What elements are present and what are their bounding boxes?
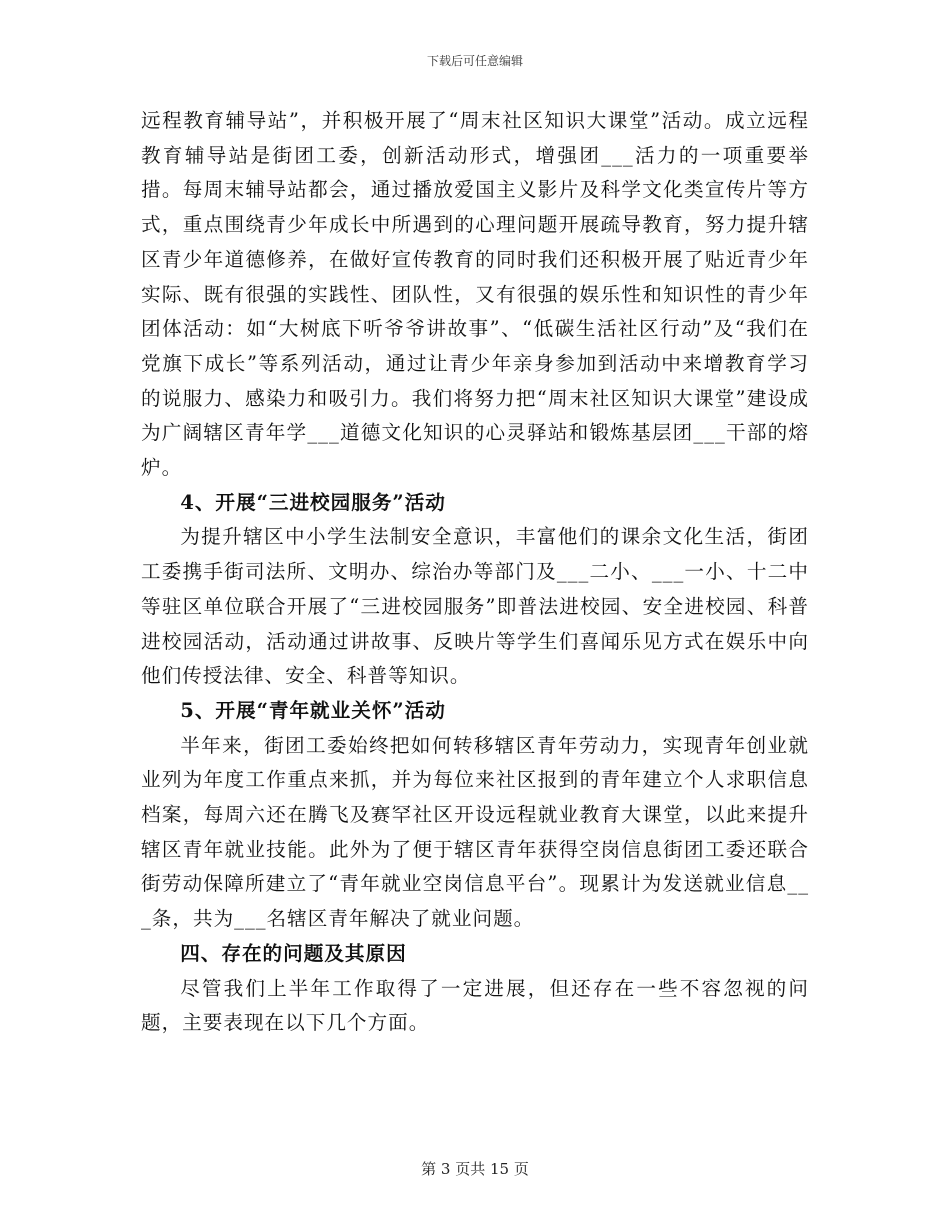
section-heading-problems: 四、存在的问题及其原因: [180, 941, 407, 965]
page-number: 第 3 页共 15 页: [421, 1160, 529, 1178]
section-heading-5: 5、开展“青年就业关怀”活动: [180, 698, 446, 722]
section-heading-4: 4、开展“三进校园服务”活动: [180, 490, 446, 514]
paragraph-remote-education: 远程教育辅导站”，并积极开展了“周末社区知识大课堂”活动。成立远程教育辅导站是街团工委，创新活动形式，增强团___活力的一项重要举措。每周末辅导站都会，通过播放爱国主义影片及科学文化类宣传片等方式，重点围绕青少年成长中所遇到的心理问题开展疏导教育，努力提升辖区青少年道德修养，在做好宣传教育的同时我们还积极开展了贴近青少年实际、既有很强的实践性、团队性，又有很强的娱乐性和知识性的青少年团体活动：如“大树底下听爷爷讲故事”、“低碳生活社区行动”及“我们在党旗下成长”等系列活动，通过让青少年亲身参加到活动中来增教育学习的说服力、感染力和吸引力。我们将努力把“周末社区知识大课堂”建设成为广阔辖区青年学___道德文化知识的心灵驿站和锻炼基层团___干部的熔炉。: [141, 109, 809, 480]
paragraph-youth-employment: 半年来，街团工委始终把如何转移辖区青年劳动力，实现青年创业就业列为年度工作重点来抓，并为每位来社区报到的青年建立个人求职信息档案，每周六还在腾飞及赛罕社区开设远程就业教育大课堂，以此来提升辖区青年就业技能。此外为了便于辖区青年获得空岗信息街团工委还联合街劳动保障所建立了“青年就业空岗信息平台”。现累计为发送就业信息___条，共为___名辖区青年解决了就业问题。: [141, 733, 809, 931]
document-body: [141, 104, 809, 1041]
paragraph-problems-intro: 尽管我们上半年工作取得了一定进展，但还存在一些不容忽视的问题，主要表现在以下几个方面。: [141, 976, 809, 1035]
paragraph-campus-service: 为提升辖区中小学生法制安全意识，丰富他们的课余文化生活，街团工委携手街司法所、文明办、综治办等部门及___二小、___一小、十二中等驻区单位联合开展了“三进校园服务”即普法进校园、安全进校园、科普进校园活动，活动通过讲故事、反映片等学生们喜闻乐见方式在娱乐中向他们传授法律、安全、科普等知识。: [141, 525, 809, 688]
header-note: 下载后可任意编辑: [426, 54, 523, 68]
